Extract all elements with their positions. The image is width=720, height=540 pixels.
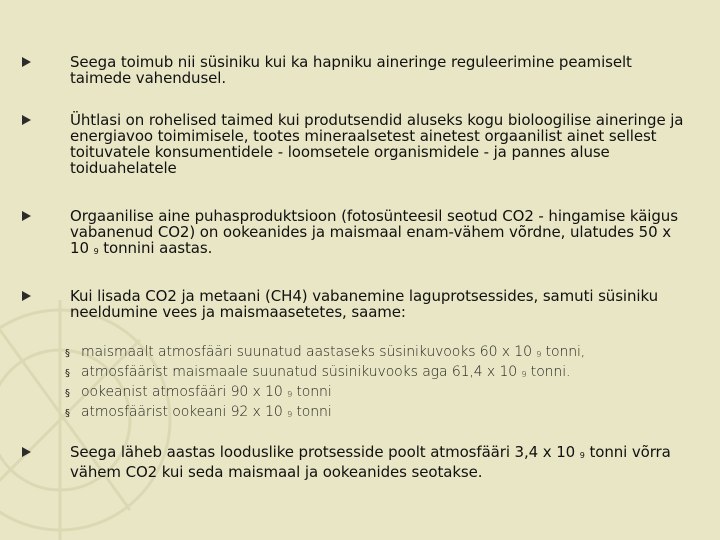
sub-list-item bbox=[65, 364, 665, 384]
sub-item-text bbox=[81, 364, 570, 380]
exponent: 9 bbox=[521, 370, 527, 379]
bullet-text: Kui lisada CO2 ja metaani (CH4) vabanemine laguprotsessides, samuti süsiniku neeldumine vees ja maismaasetetes, saame: bbox=[70, 287, 658, 321]
sub-list-item bbox=[65, 404, 665, 424]
sub-item-text-part: tonni bbox=[292, 384, 332, 400]
triangle-right-icon bbox=[22, 211, 31, 221]
exponent: 9 bbox=[536, 350, 542, 359]
sub-list-item bbox=[65, 344, 665, 364]
sub-item-text-part: atmosfäärist maismaale suunatud süsinikuvooks aga 61,4 x 10 bbox=[81, 364, 518, 380]
sub-item-text-part: maismaalt atmosfääri suunatud aastaseks süsinikuvooks 60 x 10 bbox=[81, 344, 532, 360]
exponent: 9 bbox=[287, 390, 293, 399]
triangle-right-icon bbox=[22, 447, 31, 457]
sub-item-text-part: ookeanist atmosfääri 90 x 10 bbox=[81, 384, 283, 400]
section-sign-icon: § bbox=[65, 388, 70, 399]
triangle-right-icon bbox=[22, 291, 31, 301]
bullet-text: Ühtlasi on rohelised taimed kui produtsendid aluseks kogu bioloogilise aineringe ja energiavoo toimimisele, tootes mineraalsetest ainetest orgaanilist ainet sellest toituvatele konsumentidele - loomsetele organismidele - ja pannes aluse toiduahelatele bbox=[70, 111, 684, 177]
sub-item-text-part: tonni, bbox=[541, 344, 586, 360]
sub-item-text-part: atmosfäärist ookeani 92 x 10 bbox=[81, 404, 283, 420]
sub-item-text-part: tonni bbox=[292, 404, 332, 420]
sub-item-text-part: tonni. bbox=[526, 364, 571, 380]
exponent: 9 bbox=[93, 247, 99, 256]
section-sign-icon: § bbox=[65, 368, 70, 379]
exponent: 9 bbox=[287, 410, 293, 419]
sub-item-text bbox=[81, 404, 332, 420]
exponent: 9 bbox=[579, 451, 585, 460]
section-sign-icon: § bbox=[65, 408, 70, 419]
triangle-right-icon bbox=[22, 115, 31, 125]
sub-item-text bbox=[81, 384, 332, 400]
sub-list-item bbox=[65, 384, 665, 404]
bullet-text-part: Seega läheb aastas looduslike protsesside poolt atmosfääri 3,4 x 10 bbox=[70, 443, 576, 461]
bullet-text-part: tonnini aastas. bbox=[98, 239, 213, 257]
bullet-text bbox=[70, 208, 690, 260]
sub-item-text bbox=[81, 344, 585, 360]
triangle-right-icon bbox=[22, 57, 31, 67]
bullet-text-part: tonni võrra vähem CO2 kui seda maismaal ja ookeanides seotakse. bbox=[70, 443, 671, 481]
bullet-text-part: Orgaanilise aine puhasproduktsioon (fotosünteesil seotud CO2 - hingamise käigus vabanenud CO2) on ookeanides ja maismaal enam-vähem võrdne, ulatudes 50 x 10 bbox=[70, 207, 678, 257]
bullet-text: Seega toimub nii süsiniku kui ka hapniku aineringe reguleerimine peamiselt taimede vahendusel. bbox=[70, 53, 632, 87]
bullet-text bbox=[70, 444, 690, 480]
section-sign-icon: § bbox=[65, 348, 70, 359]
